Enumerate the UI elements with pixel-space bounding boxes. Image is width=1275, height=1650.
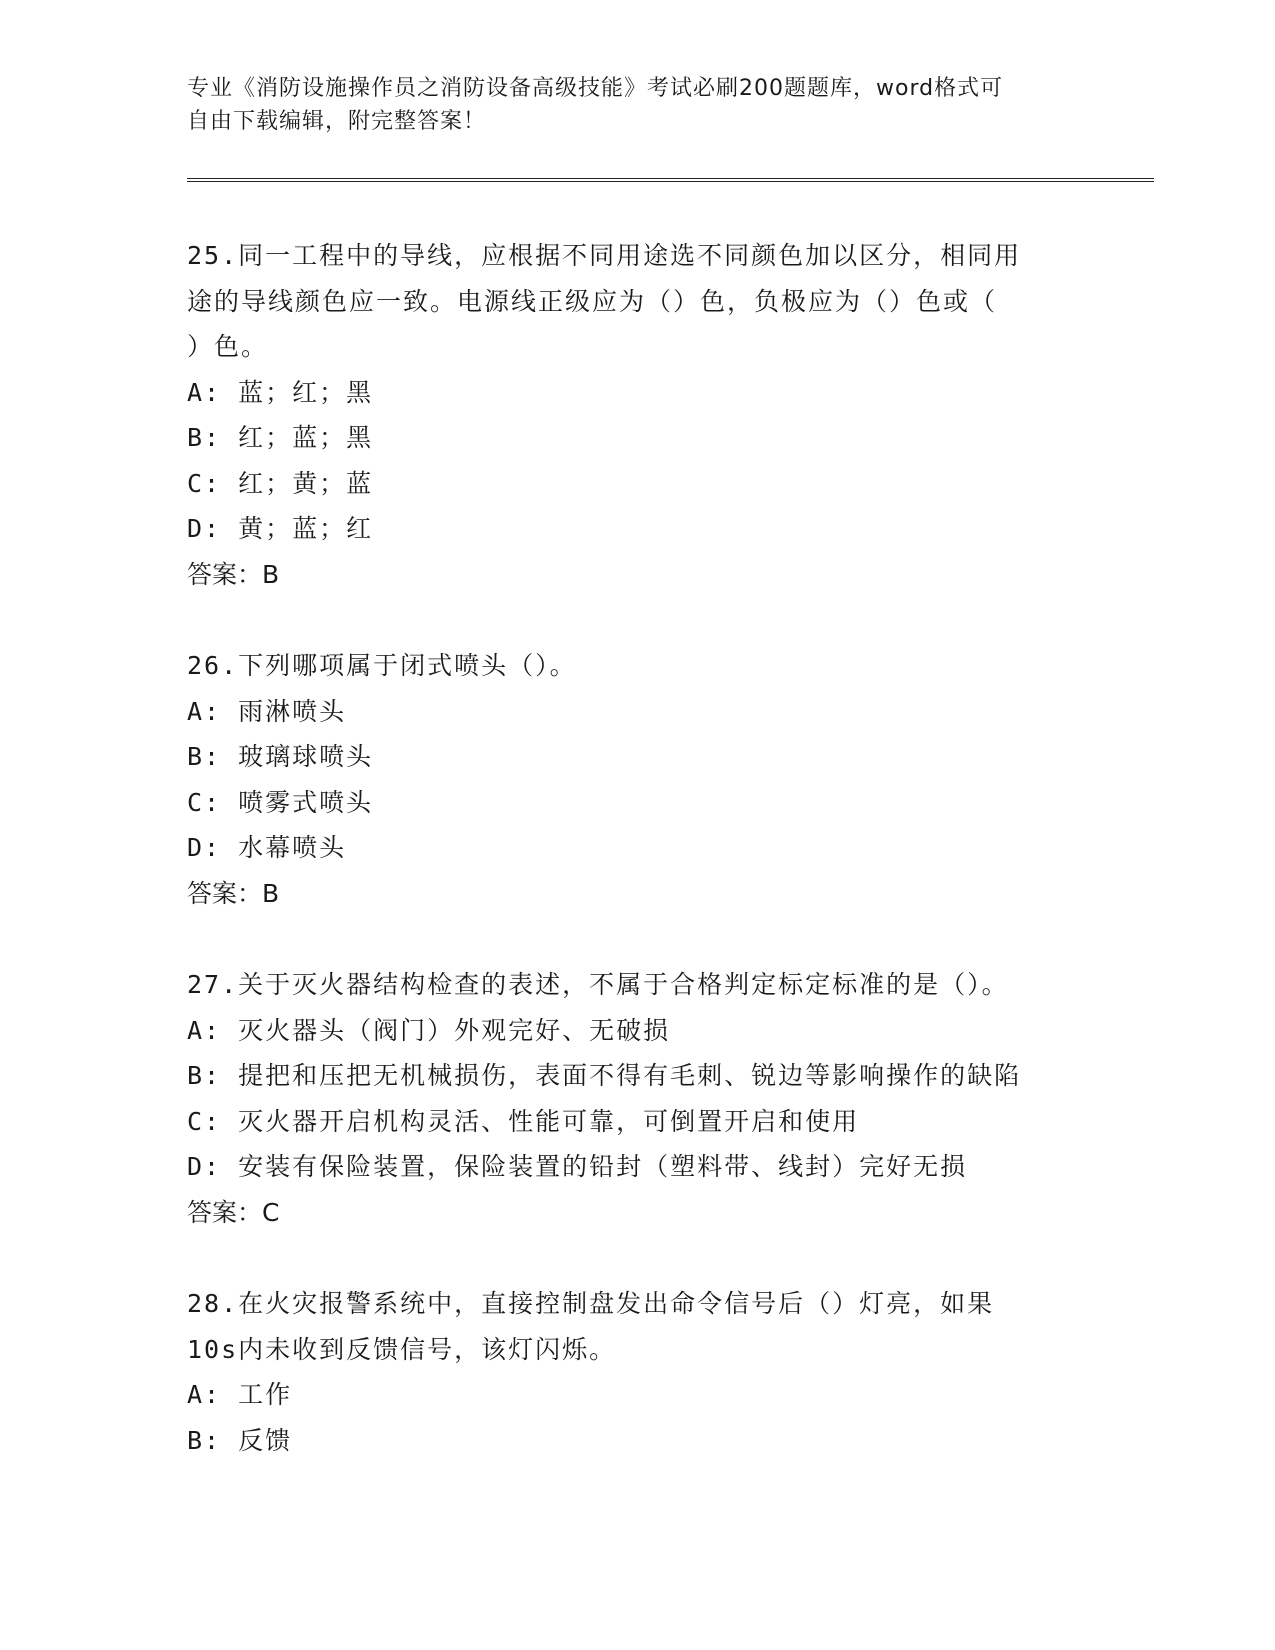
option-c: C: 喷雾式喷头: [187, 787, 374, 817]
question-stem-line: 25.同一工程中的导线，应根据不同用途选不同颜色加以区分，相同用: [187, 241, 1022, 270]
question-list: [187, 233, 1087, 1509]
question-27: [187, 962, 1087, 1235]
document-header: [187, 72, 1087, 138]
question-stem-line: 28.在火灾报警系统中，直接控制盘发出命令信号后（）灯亮，如果: [187, 1289, 995, 1318]
question-25: [187, 233, 1087, 597]
option-d: D: 安装有保险装置，保险装置的铅封（塑料带、线封）完好无损: [187, 1152, 968, 1181]
option-d: D: 黄；蓝；红: [187, 514, 374, 543]
question-stem-line: 10s内未收到反馈信号，该灯闪烁。: [187, 1334, 617, 1364]
option-b: B: 反馈: [187, 1425, 293, 1455]
option-a: A: 蓝；红；黑: [187, 377, 374, 407]
answer-key: 答案：B: [187, 559, 280, 589]
header-line-2: 自由下载编辑，附完整答案！: [187, 109, 487, 134]
question-stem-line: 27.关于灭火器结构检查的表述，不属于合格判定标定标准的是（）。: [187, 970, 1009, 999]
header-divider: [187, 178, 1154, 182]
question-26: [187, 643, 1087, 916]
option-b: B: 提把和压把无机械损伤，表面不得有毛刺、锐边等影响操作的缺陷: [187, 1061, 1022, 1090]
option-c: C: 灭火器开启机构灵活、性能可靠，可倒置开启和使用: [187, 1106, 860, 1136]
option-c: C: 红；黄；蓝: [187, 468, 374, 498]
option-d: D: 水幕喷头: [187, 833, 347, 862]
option-b: B: 玻璃球喷头: [187, 742, 374, 771]
answer-key: 答案：B: [187, 878, 280, 908]
question-stem-line: ）色。: [187, 332, 269, 361]
header-line-1: 专业《消防设施操作员之消防设备高级技能》考试必刷200题题库，word格式可: [187, 76, 1004, 101]
question-stem-line: 途的导线颜色应一致。电源线正级应为（）色，负极应为（）色或（: [187, 286, 998, 316]
question-28: [187, 1281, 1087, 1463]
option-a: A: 灭火器头（阀门）外观完好、无破损: [187, 1015, 671, 1045]
option-a: A: 工作: [187, 1380, 293, 1409]
option-b: B: 红；蓝；黑: [187, 423, 374, 452]
option-a: A: 雨淋喷头: [187, 696, 347, 726]
question-stem-line: 26.下列哪项属于闭式喷头（）。: [187, 651, 577, 680]
answer-key: 答案：C: [187, 1197, 280, 1227]
